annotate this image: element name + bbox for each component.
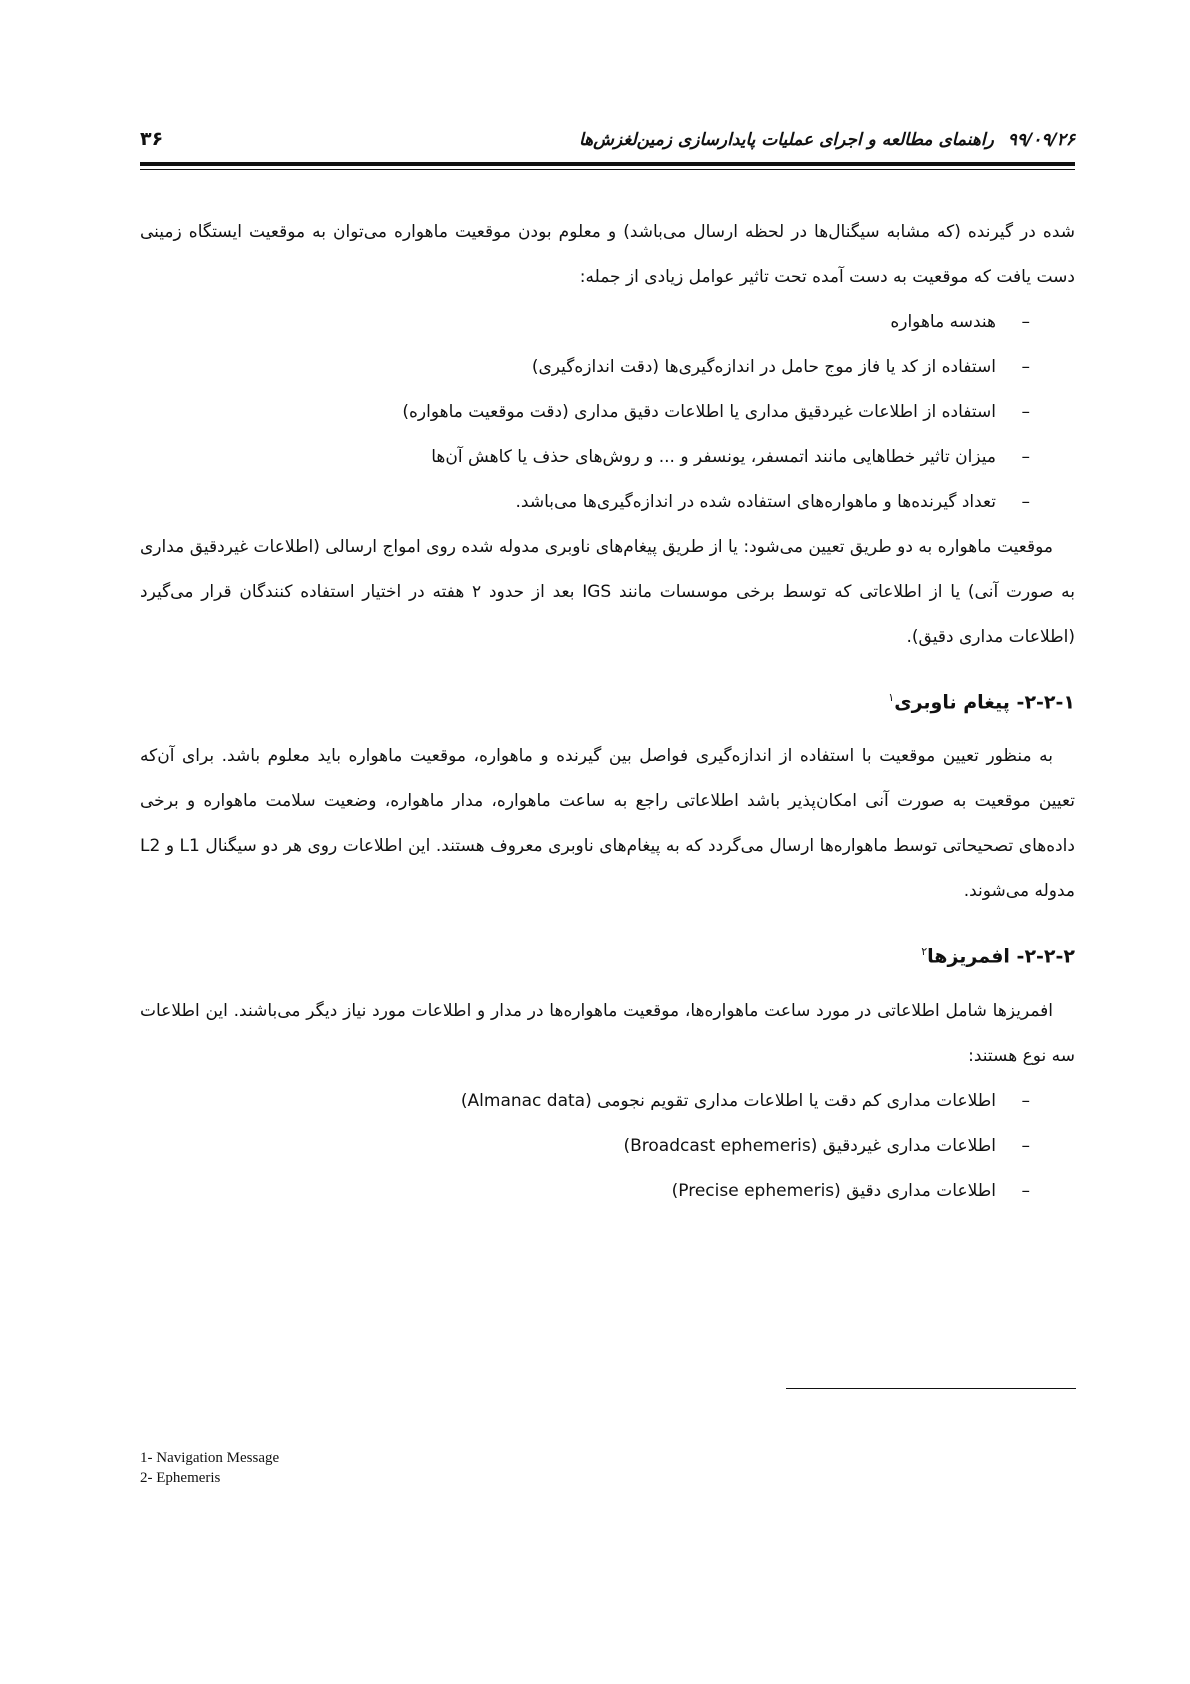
footnote-ref: ۱ xyxy=(888,691,895,704)
header-title: راهنمای مطالعه و اجرای عملیات پایدارسازی زمین‌لغزش‌ها xyxy=(578,130,994,150)
footnote-separator xyxy=(786,1388,1076,1389)
list-item xyxy=(140,1169,1030,1214)
section-heading-ephemeris xyxy=(140,932,1075,976)
dash-bullet: – xyxy=(1021,357,1030,377)
list-item xyxy=(140,1124,1030,1169)
dash-bullet: – xyxy=(1021,312,1030,332)
list-item xyxy=(140,1079,1030,1124)
dash-bullet: – xyxy=(1021,1090,1030,1111)
dash-bullet: – xyxy=(1021,1180,1030,1201)
ephemeris-types-list xyxy=(140,1079,1075,1214)
list-item xyxy=(140,480,1030,525)
body-content xyxy=(140,210,1075,1214)
list-item-text: هندسه ماهواره xyxy=(890,312,996,332)
running-title xyxy=(579,130,1075,150)
header-rule-thin xyxy=(140,169,1075,170)
ephemeris-paragraph: افمریزها شامل اطلاعاتی در مورد ساعت ماهواره‌ها، موقعیت ماهواره‌ها در مدار و اطلاعات مورد نیاز دیگر می‌باشند. این اطلاعات سه نوع هستند: xyxy=(140,1000,1075,1066)
section-heading-navigation-message xyxy=(140,678,1075,722)
list-item-text: تعداد گیرنده‌ها و ماهواره‌های استفاده شده در اندازه‌گیری‌ها می‌باشد. xyxy=(515,492,996,512)
header-date: ۹۹/۰۹/۲۶ xyxy=(1007,130,1075,150)
dash-bullet: – xyxy=(1021,492,1030,512)
list-item-text: میزان تاثیر خطاهایی مانند اتمسفر، یونسفر و ... و روش‌های حذف یا کاهش آن‌ها xyxy=(431,447,996,467)
position-paragraph: موقعیت ماهواره به دو طریق تعیین می‌شود: یا از طریق پیغام‌های ناوبری مدوله شده روی امواج ارسالی (اطلاعات غیردقیق مداری به صورت آنی) یا از اطلاعاتی که توسط برخی موسسات مانند IGS بعد از حدود ۲ هفته در اختیار استفاده کنندگان قرار می‌گیرد (اطلاعات مداری دقیق). xyxy=(140,537,1075,647)
list-item xyxy=(140,300,1030,345)
intro-paragraph: شده در گیرنده (که مشابه سیگنال‌ها در لحظه ارسال می‌باشد) و معلوم بودن موقعیت ماهواره می‌توان به موقعیت ایستگاه زمینی دست یافت که موقعیت به دست آمده تحت تاثیر عوامل زیادی از جمله: xyxy=(140,222,1075,287)
list-item-text: استفاده از اطلاعات غیردقیق مداری یا اطلاعات دقیق مداری (دقت موقعیت ماهواره) xyxy=(402,402,996,422)
footnote-2: 2- Ephemeris xyxy=(140,1470,221,1486)
footnote-1: 1- Navigation Message xyxy=(140,1450,280,1466)
list-item-text: اطلاعات مداری غیردقیق (Broadcast ephemeris) xyxy=(623,1135,996,1156)
header-rule-thick xyxy=(140,162,1075,166)
dash-bullet: – xyxy=(1021,1135,1030,1156)
navigation-paragraph: به منظور تعیین موقعیت با استفاده از اندازه‌گیری فواصل بین گیرنده و ماهواره، موقعیت ماهواره باید معلوم باشد. برای آن‌که تعیین موقعیت به صورت آنی امکان‌پذیر باشد اطلاعاتی راجع به ساعت ماهواره، مدار ماهواره، وضعیت سلامت ماهواره و برخی داده‌های تصحیحاتی توسط ماهواره‌ها ارسال می‌گردد که به پیغام‌های ناوبری معروف هستند. این اطلاعات روی هر دو سیگنال L1 و L2 مدوله می‌شوند. xyxy=(140,746,1075,902)
list-item-text: اطلاعات مداری دقیق (Precise ephemeris) xyxy=(671,1180,996,1201)
footnotes xyxy=(140,1448,279,1488)
list-item xyxy=(140,390,1030,435)
list-item xyxy=(140,345,1030,390)
section-heading-text: ۲-۲-۲- افمریزها xyxy=(927,945,1075,968)
list-item xyxy=(140,435,1030,480)
dash-bullet: – xyxy=(1021,402,1030,422)
list-item-text: اطلاعات مداری کم دقت یا اطلاعات مداری تقویم نجومی (Almanac data) xyxy=(460,1090,996,1111)
footnote-ref: ۲ xyxy=(921,945,928,959)
section-heading-text: ۲-۲-۱- پیغام ناوبری xyxy=(894,691,1075,714)
factors-list xyxy=(140,300,1075,525)
page-number: ۳۶ xyxy=(140,128,164,150)
list-item-text: استفاده از کد یا فاز موج حامل در اندازه‌گیری‌ها (دقت اندازه‌گیری) xyxy=(531,357,996,377)
dash-bullet: – xyxy=(1021,447,1030,467)
